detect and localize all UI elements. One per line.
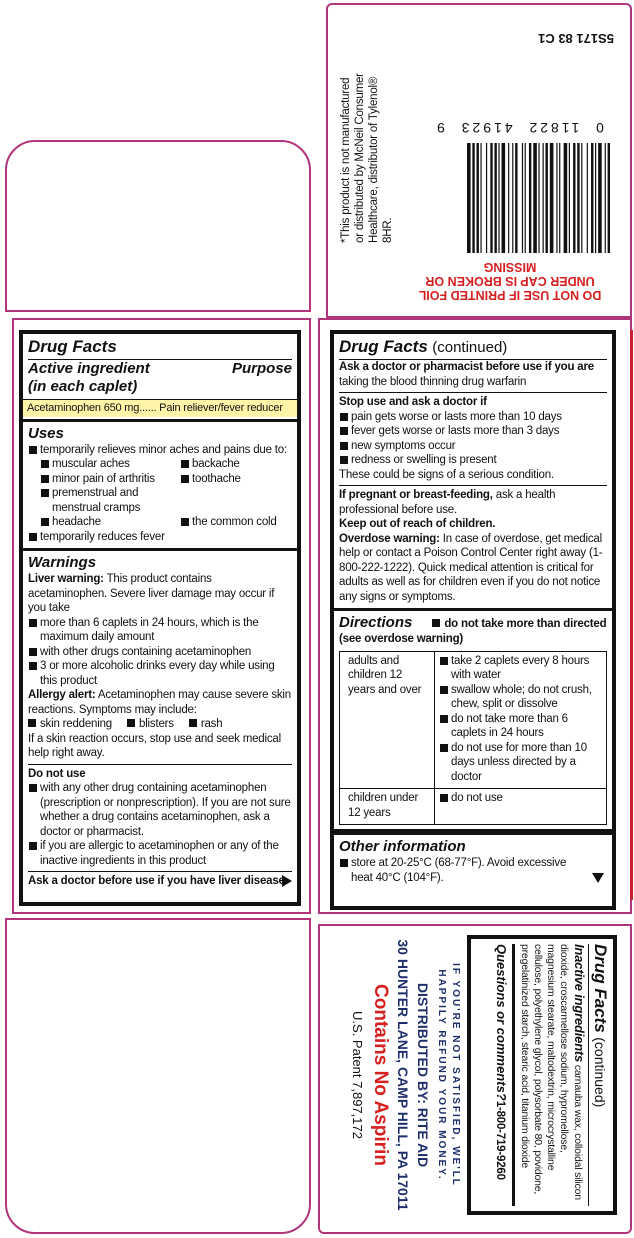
uses-intro: temporarily relieves minor aches and pains due to: — [28, 443, 292, 458]
questions-label: Questions or comments? — [494, 944, 509, 1101]
allergy-item: blisters — [139, 718, 174, 730]
foil-warning: DO NOT USE IF PRINTED FOIL UNDER CAP IS BROKEN OR MISSING — [418, 260, 602, 302]
barcode-bar — [595, 143, 596, 253]
bottom-flap-rotator — [325, 931, 621, 1223]
directions-sub: (see overdose warning) — [339, 633, 464, 645]
uses-item: the common cold — [180, 515, 277, 530]
stop-use-list — [339, 410, 607, 468]
left-header-section — [23, 334, 297, 422]
stop-use-label: Stop use and ask a doctor if — [339, 396, 487, 408]
barcode-bar — [573, 143, 575, 253]
warnings-title: Warnings — [28, 554, 97, 571]
directions-item: take 2 caplets every 8 hours with water — [439, 654, 602, 683]
barcode-bar — [564, 143, 568, 253]
uses-row — [28, 515, 292, 530]
barcode-bar — [581, 143, 582, 253]
list-item: fever gets worse or lasts more than 3 days — [339, 424, 607, 439]
do-not-use-list — [28, 781, 292, 868]
disclaimer-text: *This product is not manufactured or distributed by McNeil Consumer Healthcare, distributor of Tylenol® 8HR. — [340, 73, 394, 243]
warnings-section — [23, 551, 297, 893]
inactive-label: Inactive ingredients — [572, 944, 587, 1063]
overdose-text: In case of overdose, get medical help or contact a Poison Control Center right away (1-800-222-1222). Quick medical attention is critical for adults as well as for children even if you do not notice any signs or symptoms. — [339, 532, 603, 603]
other-info-section — [334, 832, 612, 889]
barcode-bar — [608, 143, 610, 253]
liver-warning-label: Liver warning: — [28, 573, 104, 585]
list-item: pain gets worse or lasts more than 10 days — [339, 410, 607, 425]
active-ingredient-sub: (in each caplet) — [28, 378, 138, 395]
barcode-bar — [525, 143, 526, 253]
list-item: with any other drug containing acetaminophen (prescription or nonprescription). If you are not sure whether a drug contains acetaminophen, ask a doctor or pharmacist. — [28, 781, 292, 839]
barcode-bar — [508, 143, 509, 253]
continue-arrow-icon — [282, 875, 292, 887]
barcode-bar — [605, 143, 606, 253]
barcode-bar — [550, 143, 554, 253]
directions-items — [435, 651, 607, 789]
uses-item: muscular aches — [40, 457, 180, 472]
list-item: 3 or more alcoholic drinks every day while using this product — [28, 659, 292, 688]
barcode-bar — [472, 143, 474, 253]
inactive-text: carnauba wax, colloidal silicon dioxide, croscarmellose sodium, hypromellose, magnesium stearate, maltodextrin, microcrystalline cellulose, polyethylene glycol, polysorbate 80, povidone, pregelatinized starch, stearic acid, titanium dioxide — [519, 944, 584, 1200]
allergy-alert-label: Allergy alert: — [28, 689, 96, 701]
bottom-flap-inner — [325, 931, 621, 1223]
disclaimer-wrap — [339, 68, 434, 243]
barcode-bar — [490, 143, 492, 253]
pregnant-text: ask a health professional before use. — [339, 489, 556, 516]
barcode-bar — [522, 143, 523, 253]
list-item: more than 6 caplets in 24 hours, which is the maximum daily amount — [28, 616, 292, 645]
overdose-label: Overdose warning: — [339, 532, 440, 545]
uses-item: minor pain of arthritis — [40, 472, 180, 487]
left-top-tuck-outline — [5, 140, 311, 312]
directions-item: do not use for more than 10 days unless directed by a doctor — [439, 741, 602, 785]
directions-title: Directions — [339, 614, 413, 631]
bottom-drug-facts-box — [467, 935, 617, 1215]
left-bottom-tuck-outline — [5, 918, 311, 1234]
directions-table — [339, 651, 607, 826]
other-info-text: store at 20-25°C (68-77°F). Avoid excessive heat 40°C (104°F). — [339, 856, 607, 885]
ask-doctor-line — [28, 871, 292, 889]
list-item: redness or swelling is present — [339, 453, 607, 468]
do-not-use-title: Do not use — [28, 767, 86, 780]
barcode-bar — [502, 143, 506, 253]
list-item: with other drugs containing acetaminophen — [28, 645, 292, 660]
drug-facts-right-panel — [330, 330, 616, 910]
barcode — [424, 120, 614, 253]
directions-row — [340, 651, 607, 789]
allergy-item: rash — [200, 718, 223, 730]
patent: U.S. Patent 7,897,172 — [350, 1011, 365, 1139]
bottom-drug-facts-continued: (continued) — [592, 1037, 608, 1108]
directions-item: do not use — [439, 791, 602, 806]
liver-warning-text: This product contains acetaminophen. Severe liver damage may occur if you take — [28, 573, 275, 614]
directions-items — [435, 789, 607, 825]
barcode-bar — [477, 143, 479, 253]
drug-facts-title-right: Drug Facts — [339, 337, 428, 356]
uses-row — [28, 472, 292, 487]
barcode-digits: 0 11822 41923 9 — [434, 120, 604, 136]
list-item: if you are allergic to acetaminophen or any of the inactive ingredients in this product — [28, 839, 292, 868]
bottom-drug-facts-title: Drug Facts — [591, 944, 610, 1033]
satisfied-line-1: IF YOU'RE NOT SATISFIED, WE'LL — [450, 963, 461, 1187]
directions-warning: do not take more than directed — [444, 618, 607, 630]
barcode-bar — [480, 143, 481, 253]
directions-row — [340, 789, 607, 825]
uses-grid — [28, 457, 292, 530]
barcode-bar — [538, 143, 539, 253]
contains-no-aspirin: Contains No Aspirin — [370, 984, 391, 1166]
barcode-bar — [556, 143, 557, 253]
allergy-items — [28, 717, 292, 732]
barcode-bar — [494, 143, 496, 253]
drug-facts-continued: (continued) — [432, 339, 508, 356]
uses-item: headache — [40, 515, 180, 530]
barcode-bar — [486, 143, 487, 253]
drug-facts-title: Drug Facts — [28, 337, 292, 360]
uses-item: toothache — [180, 472, 241, 487]
directions-item: swallow whole; do not crush, chew, split or dissolve — [439, 683, 602, 712]
pregnant-label: If pregnant or breast-feeding, — [339, 489, 493, 501]
barcode-bar — [569, 143, 570, 253]
barcode-bar — [559, 143, 560, 253]
uses-item: backache — [180, 457, 240, 472]
uses-fever: temporarily reduces fever — [28, 530, 292, 545]
ask-doctor-text: Ask a doctor before use if you have liver disease — [28, 875, 285, 887]
directions-item: do not take more than 6 caplets in 24 hours — [439, 712, 602, 741]
other-info-title: Other information — [339, 838, 466, 855]
uses-row — [28, 457, 292, 472]
directions-section — [334, 608, 612, 832]
right-ask-section — [334, 334, 612, 608]
barcode-bar — [598, 143, 602, 253]
down-arrow-icon — [592, 873, 604, 883]
lot-code: 5S171 83 C1 — [538, 31, 614, 46]
barcode-bar — [591, 143, 593, 253]
barcode-bar — [512, 143, 513, 253]
barcode-bar — [546, 143, 548, 253]
barcode-bars — [424, 141, 614, 253]
directions-who: adults and children 12 years and over — [340, 651, 435, 789]
allergy-item: skin reddening — [40, 718, 113, 730]
barcode-bar — [515, 143, 517, 253]
ask-pharmacist-label: Ask a doctor or pharmacist before use if you are — [339, 361, 594, 373]
ask-pharmacist-text: taking the blood thinning drug warfarin — [339, 375, 527, 388]
barcode-bar — [577, 143, 579, 253]
list-item: new symptoms occur — [339, 439, 607, 454]
uses-row — [28, 486, 292, 515]
right-edge-red-line — [630, 330, 633, 900]
purpose-label: Purpose — [231, 360, 292, 377]
barcode-bar — [533, 143, 537, 253]
barcode-bar — [467, 143, 471, 253]
barcode-bar — [529, 143, 531, 253]
uses-item: premenstrual and menstrual cramps — [40, 486, 180, 515]
active-ingredient-label: Active ingredient — [28, 360, 150, 377]
barcode-bar — [587, 143, 588, 253]
keep-out-text: Keep out of reach of children. — [339, 518, 496, 530]
directions-who: children under 12 years — [340, 789, 435, 825]
allergy-after: If a skin reaction occurs, stop use and seek medical help right away. — [28, 732, 281, 759]
satisfied-line-2: HAPPILY REFUND YOUR MONEY. — [436, 969, 447, 1181]
liver-list — [28, 616, 292, 689]
uses-title: Uses — [28, 424, 64, 442]
distributed-by: DISTRIBUTED BY: RITE AID — [415, 982, 431, 1168]
questions-phone: 1-800-719-9260 — [494, 1100, 506, 1180]
allergy-alert-text: Acetaminophen may cause severe skin reactions. Symptoms may include: — [28, 689, 291, 716]
uses-section — [23, 422, 297, 552]
stop-use-after: These could be signs of a serious condition. — [339, 468, 554, 481]
address: 30 HUNTER LANE, CAMP HILL, PA 17011 — [395, 939, 411, 1211]
drug-facts-left-panel — [19, 330, 301, 906]
top-flap-content — [330, 8, 624, 308]
barcode-bar — [498, 143, 499, 253]
barcode-bar — [543, 143, 544, 253]
ingredient-line: Acetaminophen 650 mg...... Pain reliever/fever reducer — [23, 399, 297, 417]
